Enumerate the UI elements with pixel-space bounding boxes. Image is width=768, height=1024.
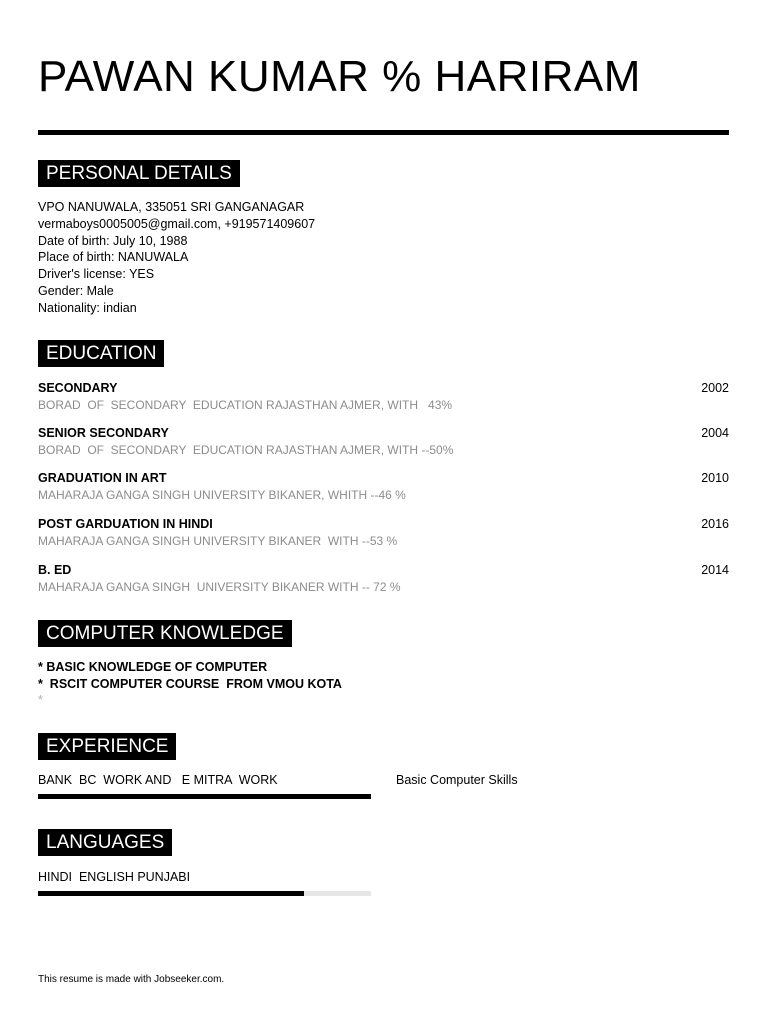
education-description: MAHARAJA GANGA SINGH UNIVERSITY BIKANER WITH -- 72 % bbox=[38, 580, 401, 594]
list-item: * bbox=[38, 693, 43, 707]
education-heading: EDUCATION bbox=[38, 340, 164, 367]
education-year: 2016 bbox=[701, 517, 729, 531]
date-of-birth: Date of birth: July 10, 1988 bbox=[38, 233, 188, 248]
list-item: * BASIC KNOWLEDGE OF COMPUTER bbox=[38, 660, 268, 674]
languages-heading: LANGUAGES bbox=[38, 829, 172, 856]
education-entry bbox=[38, 425, 729, 459]
education-year: 2004 bbox=[701, 426, 729, 440]
skill-bar-fill bbox=[38, 794, 371, 799]
nationality: Nationality: indian bbox=[38, 300, 137, 315]
experience-skill-label: BANK BC WORK AND E MITRA WORK bbox=[38, 773, 278, 787]
list-item: * RSCIT COMPUTER COURSE FROM VMOU KOTA bbox=[38, 676, 342, 691]
language-skill-label: HINDI ENGLISH PUNJABI bbox=[38, 870, 191, 884]
education-year: 2014 bbox=[701, 563, 729, 577]
education-year: 2010 bbox=[701, 471, 729, 485]
education-title: SECONDARY bbox=[38, 381, 118, 395]
education-description: BORAD OF SECONDARY EDUCATION RAJASTHAN AJMER, WITH 43% bbox=[38, 398, 453, 412]
candidate-name: PAWAN KUMAR % HARIRAM bbox=[38, 52, 641, 101]
computer-knowledge-heading: COMPUTER KNOWLEDGE bbox=[38, 620, 292, 647]
experience-heading: EXPERIENCE bbox=[38, 733, 176, 760]
skill-bar-fill bbox=[38, 891, 304, 896]
header-divider bbox=[38, 130, 729, 135]
education-description: MAHARAJA GANGA SINGH UNIVERSITY BIKANER WITH --53 % bbox=[38, 534, 398, 548]
education-entry bbox=[38, 562, 729, 596]
gender: Gender: Male bbox=[38, 283, 114, 298]
drivers-license: Driver's license: YES bbox=[38, 267, 155, 282]
personal-details-heading: PERSONAL DETAILS bbox=[38, 160, 240, 187]
education-title: SENIOR SECONDARY bbox=[38, 426, 169, 440]
education-year: 2002 bbox=[701, 381, 729, 395]
education-description: BORAD OF SECONDARY EDUCATION RAJASTHAN AJMER, WITH --50% bbox=[38, 443, 454, 457]
experience-skill-label: Basic Computer Skills bbox=[396, 773, 518, 787]
contact-line: vermaboys0005005@gmail.com, +919571409607 bbox=[38, 216, 316, 231]
education-title: POST GARDUATION IN HINDI bbox=[38, 517, 213, 531]
address-line: VPO NANUWALA, 335051 SRI GANGANAGAR bbox=[38, 200, 305, 214]
place-of-birth: Place of birth: NANUWALA bbox=[38, 250, 189, 265]
language-skill-bar bbox=[38, 891, 371, 896]
experience-skill-bar bbox=[38, 794, 371, 799]
education-description: MAHARAJA GANGA SINGH UNIVERSITY BIKANER, WHITH --46 % bbox=[38, 488, 406, 502]
education-title: GRADUATION IN ART bbox=[38, 471, 167, 485]
footer-note: This resume is made with Jobseeker.com. bbox=[38, 974, 225, 985]
education-entry bbox=[38, 516, 729, 550]
personal-details bbox=[38, 199, 315, 317]
education-entry bbox=[38, 380, 729, 414]
education-title: B. ED bbox=[38, 563, 72, 577]
education-entry bbox=[38, 470, 729, 504]
computer-knowledge-list bbox=[38, 659, 342, 709]
